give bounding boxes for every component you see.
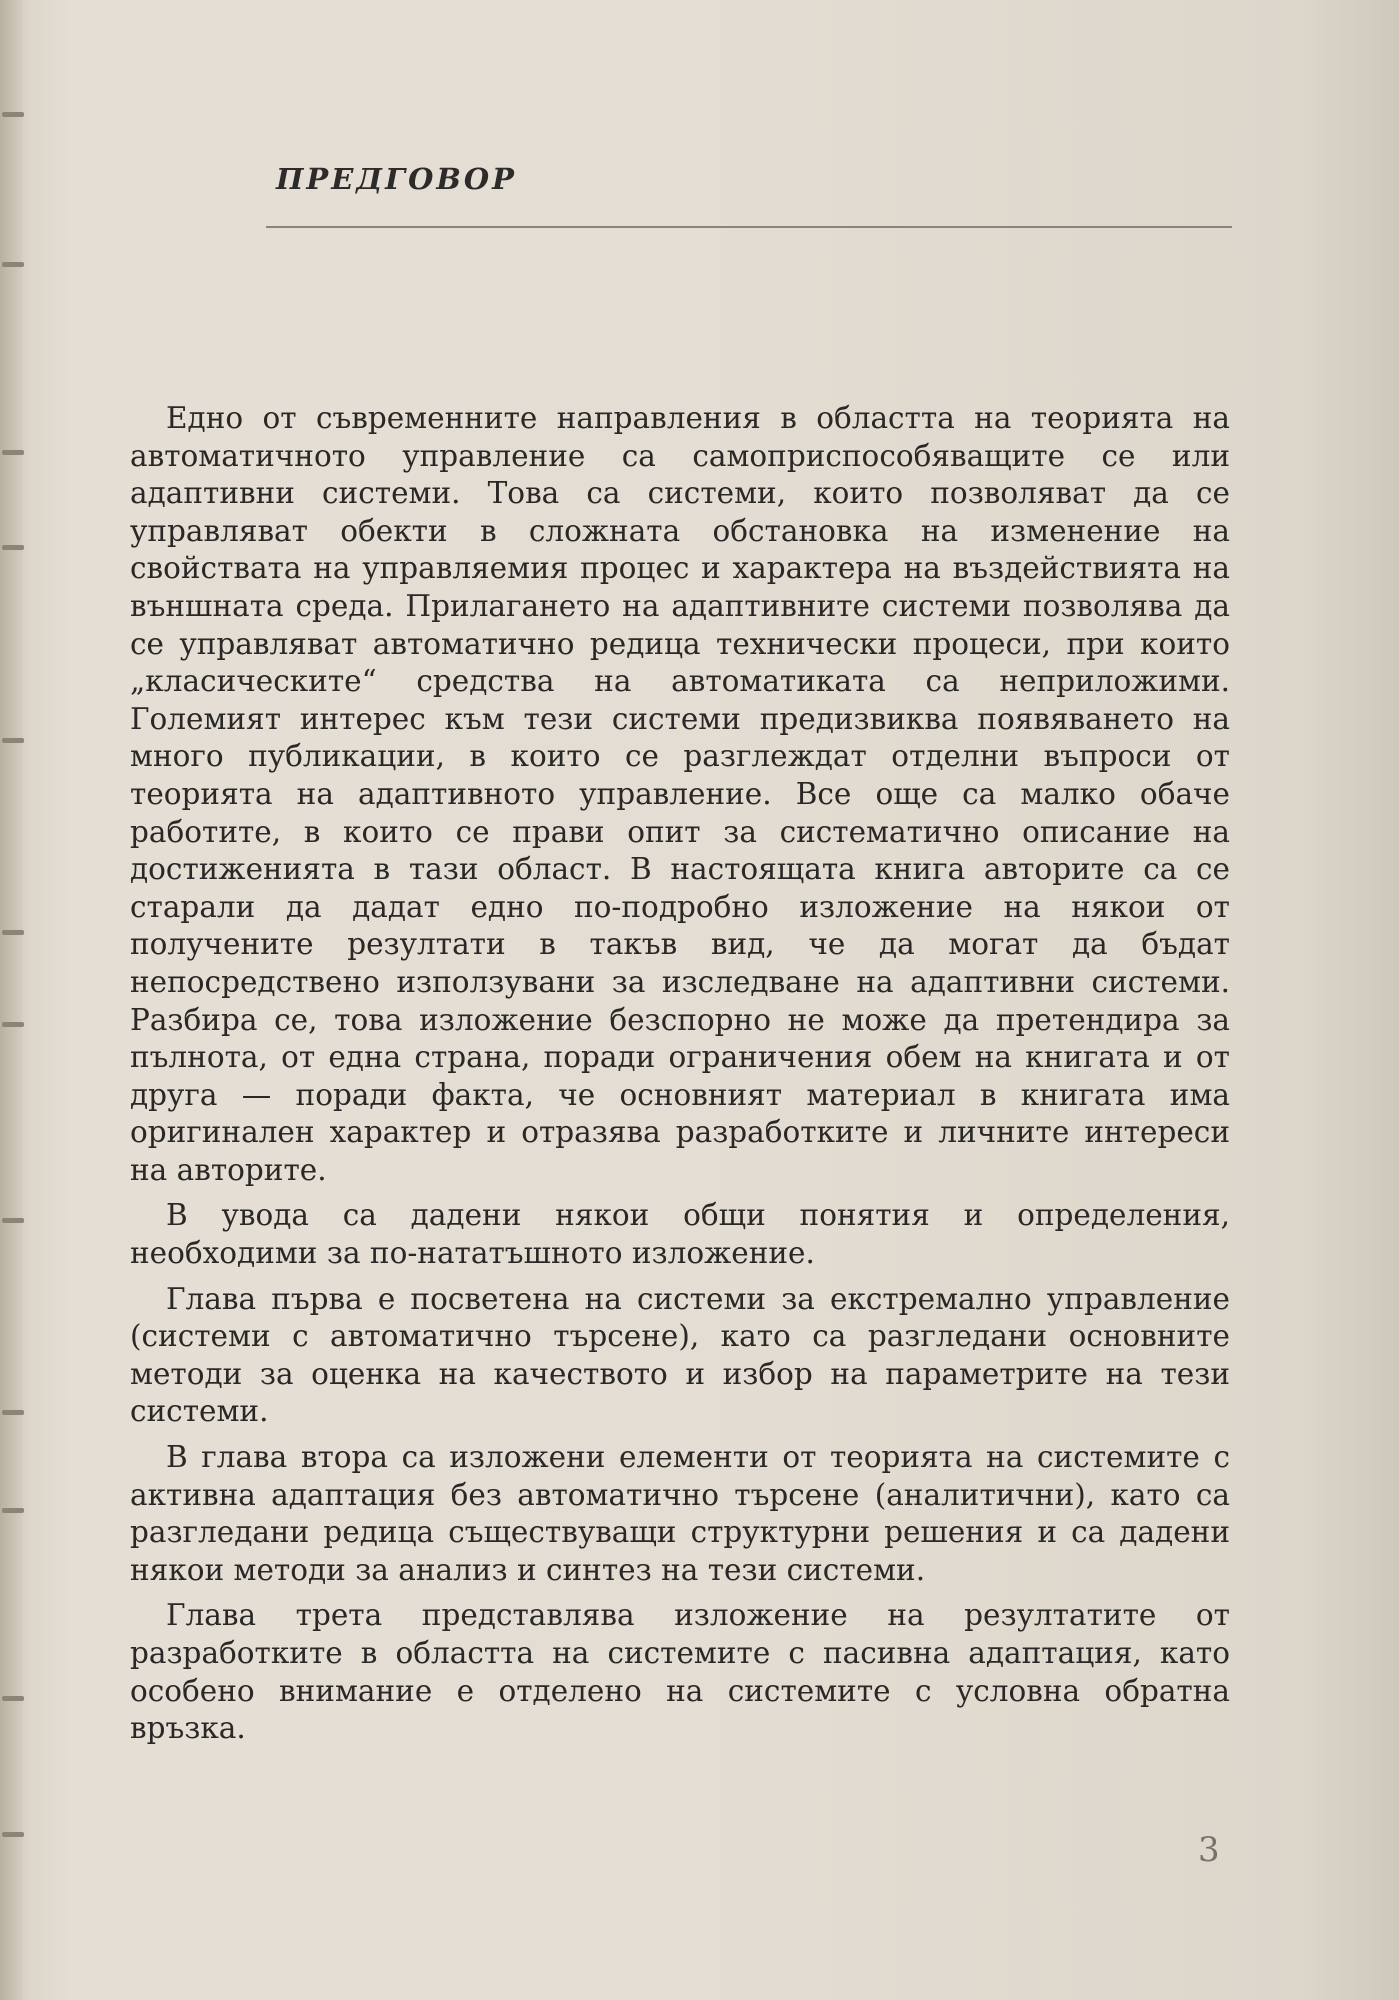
page-number: 3	[1198, 1830, 1220, 1870]
page-title: ПРЕДГОВОР	[276, 162, 517, 196]
binding-stitch	[2, 930, 24, 935]
paragraph: Едно от съвременните направления в областта на теорията на автоматичното управление са самоприспособяващите се или адаптивни системи. Това са системи, които позволяват да се управляват обекти в сложната обстановка на изменение на свойствата на управляемия процес и характера на въздействията на външната среда. Прилагането на адаптивните системи позволява да се управляват автоматично редица технически процеси, при които „класическите“ средства на автоматиката са неприложими. Големият интерес към тези системи предизвиква появяването на много публикации, в които се разглеждат отделни въпроси от теорията на адаптивното управление. Все още са малко обаче работите, в които се прави опит за систематично описание на достиженията в тази област. В настоящата книга авторите са се старали да дадат едно по-подробно изложение на някои от получените резултати в такъв вид, че да могат да бъдат непосредствено използувани за изследване на адаптивни системи. Разбира се, това изложение безспорно не може да претендира за пълнота, от една страна, поради ограничения обем на книгата и от друга — поради факта, че основният материал в книгата има оригинален характер и отразява разработките и личните интереси на авторите.	[130, 401, 1230, 1187]
paragraph: В глава втора са изложени елементи от теорията на системите с активна адаптация без автоматично търсене (аналитични), като са разгледани редица съществуващи структурни решения и са дадени някои методи за анализ и синтез на тези системи.	[130, 1440, 1230, 1587]
binding-stitch	[2, 262, 24, 267]
binding-stitch	[2, 112, 24, 117]
paragraph: Глава трета представлява изложение на резултатите от разработките в областта на системите с пасивна адаптация, като особено внимание е отделено на системите с условна обратна връзка.	[130, 1598, 1230, 1746]
binding-stitch	[2, 450, 24, 455]
binding-stitch	[2, 1218, 24, 1223]
binding-stitch	[2, 1410, 24, 1415]
paragraph: В увода са дадени някои общи понятия и определения, необходими за по-нататъшното изложение.	[130, 1198, 1230, 1271]
binding-stitch	[2, 545, 24, 550]
binding-stitch	[2, 1696, 24, 1701]
binding-stitch	[2, 738, 24, 743]
paragraph: Глава първа е посветена на системи за екстремално управление (системи с автоматично търсене), като са разгледани основните методи за оценка на качеството и избор на параметрите на тези системи.	[130, 1281, 1230, 1429]
body-text	[130, 400, 1230, 1756]
binding-stitch	[2, 1022, 24, 1027]
binding-stitch	[2, 1508, 24, 1513]
title-underline	[266, 226, 1232, 228]
page-binding	[0, 0, 22, 2000]
binding-stitch	[2, 1832, 24, 1837]
